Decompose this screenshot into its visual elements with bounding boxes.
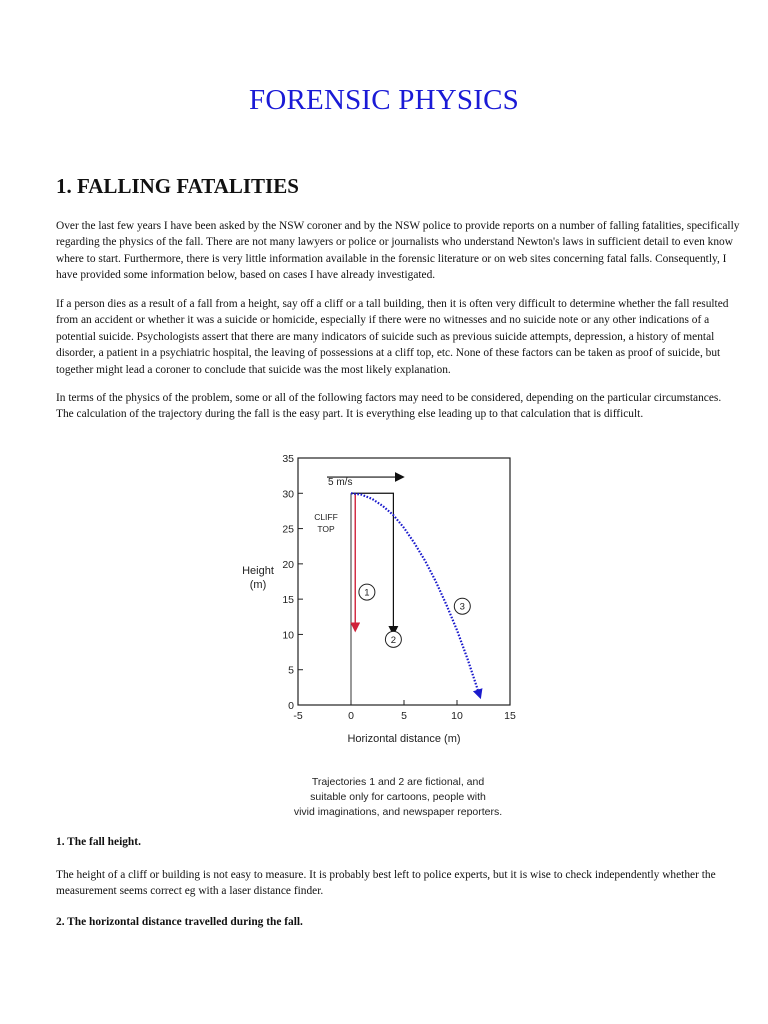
subsection-1-text: The height of a cliff or building is not easy to measure. It is probably best left to police experts, but it is wise to check independently whether the measurement seems correct eg with a laser distance finder.	[56, 869, 716, 898]
series-label: 1	[364, 587, 370, 599]
cliff-top-label-line1: CLIFF	[314, 512, 338, 522]
x-tick-label: 10	[451, 710, 463, 722]
velocity-label: 5 m/s	[328, 477, 353, 488]
y-tick-label: 20	[282, 558, 294, 571]
y-tick-label: 25	[282, 523, 294, 536]
x-tick-label: 0	[348, 710, 354, 722]
cliff-top-label-line2: TOP	[317, 524, 335, 534]
x-axis-label: Horizontal distance (m)	[347, 733, 461, 745]
x-tick-label: 5	[401, 710, 407, 722]
plot-frame	[298, 458, 510, 705]
section-heading: 1. FALLING FATALITIES	[56, 174, 299, 198]
paragraph-intro: Over the last few years I have been asked by the NSW coroner and by the NSW police to provide reports on a number of falling fatalities, specifically regarding the physics of the fall. There are not many lawyers or police or journalists who understand Newton's laws in sufficient detail to even know where to start. Furthermore, there is very little information available in the forensic literature or on web sites concerning fatal falls. Consequently, I have provided some information below, based on cases I have already investigated.	[56, 220, 740, 282]
subsection-1-heading: 1. The fall height.	[56, 836, 141, 848]
y-axis-label-line1: Height	[242, 565, 274, 577]
series-label: 2	[390, 634, 397, 646]
y-tick-label: 10	[282, 629, 294, 642]
subsection-2-heading: 2. The horizontal distance travelled during the fall.	[56, 916, 303, 928]
x-tick-label: 15	[504, 710, 516, 722]
y-tick-label: 0	[288, 700, 294, 712]
y-tick-label: 15	[282, 594, 294, 607]
y-tick-label: 30	[282, 488, 294, 501]
caption-line-2: suitable only for cartoons, people with	[310, 791, 486, 803]
caption-line-3: vivid imaginations, and newspaper reporters.	[293, 806, 503, 818]
paragraph-physics-factors: In terms of the physics of the problem, some or all of the following factors may need to be considered, depending on the particular circumstances. The calculation of the trajectory during the fall is the easy part. It is everything else leading up to that calculation that is difficult.	[56, 392, 722, 421]
paragraph-suicide-indicators: If a person dies as a result of a fall from a height, say off a cliff or a tall building, then it is often very difficult to determine whether the fall resulted from an accident or whether it was a suicide or homicide, especially if there were no witnesses and no suicide note or any other indications of a potential suicide. Psychologists assert that there are many indicators of suicide such as previous suicide attempts, depression, a history of mental disorder, a patient in a psychiatric hospital, the leaving of possessions at a cliff top, etc. None of these factors can be taken as proof of suicide, but together might lead a coroner to conclude that suicide was the most likely explanation.	[56, 298, 729, 376]
trajectory-chart	[228, 446, 558, 824]
page-title: FORENSIC PHYSICS	[249, 84, 519, 116]
series-label: 3	[459, 601, 465, 613]
y-axis-label-line2: (m)	[249, 579, 267, 591]
y-tick-label: 5	[288, 664, 294, 677]
caption-line-1: Trajectories 1 and 2 are fictional, and	[311, 776, 485, 788]
y-tick-label: 35	[282, 453, 294, 465]
x-tick-label: -5	[293, 710, 303, 722]
trajectory-2-line	[351, 493, 393, 631]
